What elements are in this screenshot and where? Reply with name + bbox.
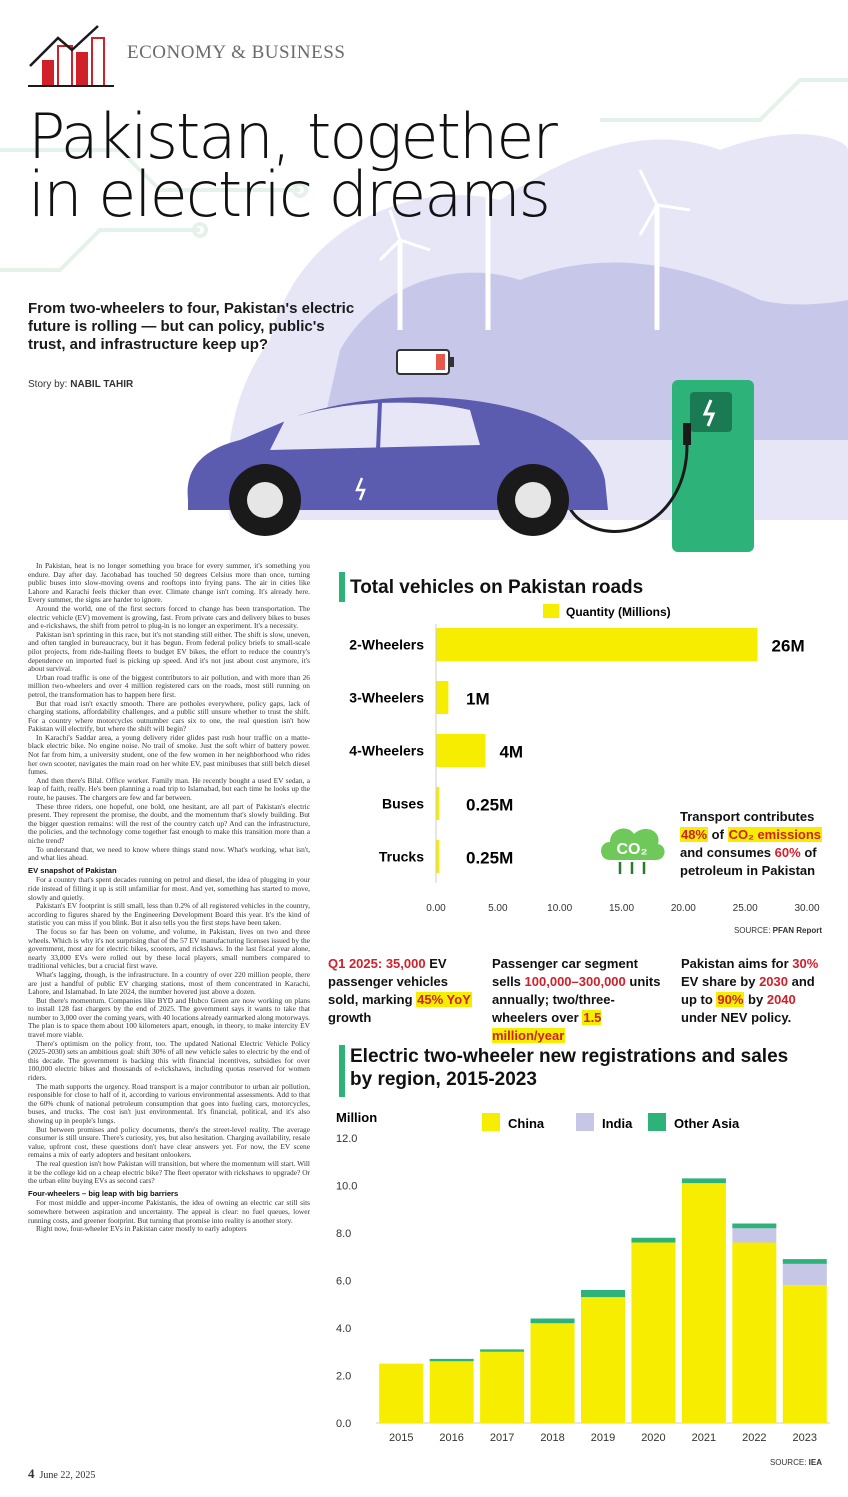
title-accent-bar — [339, 1045, 345, 1097]
bar-segment — [783, 1285, 827, 1423]
title-accent-bar — [339, 572, 345, 602]
bar-segment — [430, 1361, 474, 1423]
x-tick-label: 2023 — [792, 1432, 818, 1444]
standfirst: From two-wheelers to four, Pakistan's electric future is rolling — but can policy, public's trust, and infrastructure keep up? — [28, 300, 355, 353]
article-body — [28, 562, 310, 1234]
x-tick-label: 10.00 — [547, 903, 573, 914]
x-tick-label: 0.00 — [426, 903, 446, 914]
hero-illustration — [0, 0, 848, 560]
y-tick-label: 10.0 — [336, 1180, 358, 1193]
category-label: 4-Wheelers — [349, 742, 424, 759]
article-paragraph: The math supports the urgency. Road transport is a major contributor to urban air pollution, responsible for close to half of it, according to various environmental assessments. Add to that the 60% chunk of national petroleum consumption that goes into fueling cars, motorcycles, buses, and trucks. The cost isn't just environmental. It's financial, political, and it's also showing up in people's lungs. — [28, 1081, 310, 1125]
y-tick-label: 8.0 — [336, 1228, 352, 1240]
stat-q1-sales: Q1 2025: 35,000 EV passenger vehicles sold, marking 45% YoY growth — [328, 956, 471, 1025]
category-label: Buses — [381, 795, 424, 812]
category-label: 2-Wheelers — [349, 636, 424, 653]
stat-segment-sales: Passenger car segment sells 100,000–300,000 units annually; two/three-wheelers over 1.5 million/year — [492, 956, 661, 1043]
y-tick-label: 2.0 — [336, 1370, 352, 1383]
bar — [436, 734, 485, 767]
value-label: 4M — [499, 742, 524, 762]
x-tick-label: 30.00 — [794, 903, 820, 914]
issue-date: June 22, 2025 — [39, 1470, 96, 1481]
legend-label: China — [508, 1116, 545, 1131]
article-paragraph: Pakistan's EV footprint is still small, less than 0.2% of all registered vehicles in the country, according to figures shared by the Engineering Development Board this year. It's the kind of statistic you can miss if you blink. But it also tells you the first steps have been taken. — [28, 901, 310, 928]
bar-segment — [480, 1349, 524, 1351]
section-label: ECONOMY & BUSINESS — [127, 42, 346, 63]
x-tick-label: 2019 — [590, 1432, 616, 1444]
legend-label: India — [602, 1116, 633, 1131]
article-paragraph: There's optimism on the policy front, too. The updated National Electric Vehicle Policy (2025-2030) sets an ambitious goal: shift 30% of all new vehicle sales to electric by the end of this decade. The government is backing this with financial incentives, subsidies for over 100,000 electric bikes and thousands of e-rickshaws, including quotas reserved for women riders. — [28, 1038, 310, 1083]
chart2-source: SOURCE: IEA — [769, 1458, 822, 1467]
bar-segment — [581, 1297, 625, 1423]
article-paragraph: These three riders, one hopeful, one bold, one hesitant, are all part of Pakistan's electric present. They represent the promise, the doubt, and the momentum that's slowly building. But the bigger question remains: will the rest of the country catch up? And can the infrastructure, the policies, and the technology come together fast enough to make this transition more than a niche trend? — [28, 801, 310, 845]
bar-segment — [581, 1290, 625, 1297]
x-tick-label: 20.00 — [670, 903, 696, 914]
bar — [436, 628, 758, 661]
byline: Story by: NABIL TAHIR — [28, 379, 134, 390]
subheading: Four-wheelers – big leap with big barriers — [28, 1188, 179, 1198]
category-label: 3-Wheelers — [349, 689, 424, 706]
x-tick-label: 2016 — [439, 1432, 464, 1444]
x-tick-label: 25.00 — [732, 903, 758, 914]
x-tick-label: 2015 — [388, 1432, 414, 1444]
bar-segment — [531, 1319, 575, 1324]
value-label: 1M — [466, 689, 490, 709]
article-paragraph: To understand that, we need to know where things stand now. What's working, what isn't, and what lies ahead. — [28, 844, 310, 863]
bar-segment — [379, 1364, 423, 1423]
y-tick-label: 0.0 — [336, 1418, 352, 1430]
bar-segment — [631, 1243, 675, 1424]
x-tick-label: 2020 — [641, 1432, 666, 1444]
bar-segment — [783, 1259, 827, 1264]
article-paragraph: But that road isn't exactly smooth. There are potholes everywhere, policy gaps, lack of charging stations, affordability challenges, and a public still unsure whether to trust the shift. For a country where motorcycles outnumber cars six to one, the real question isn't how Pakistan will electrify, but where the shift will begin? — [28, 698, 310, 734]
article-paragraph: But there's momentum. Companies like BYD and Hubco Green are now working on plans to install 128 fast chargers by the end of 2025. The government says it wants to take that number to 3,000 over the coming years, with 40 locations already earmarked along motorways. The plan is to space them about 100 kilometers apart, enough, in theory, to make intercity EV travel more viable. — [28, 995, 310, 1040]
article-paragraph: For a country that's spent decades running on petrol and diesel, the idea of plugging in your ride instead of filling it up is still unfamiliar for most. And yet, something has started to move, slowly and quietly. — [28, 875, 310, 902]
article-paragraph: For most middle and upper-income Pakistanis, the idea of owning an electric car still sits somewhere between aspiration and uncertainty. The appeal is clear: no fuel queues, lower running costs, and greener footprint. But turning that promise into reality is another story. — [28, 1198, 310, 1225]
headline: Pakistan, together in electric dreams — [28, 100, 556, 231]
bar-segment — [480, 1352, 524, 1423]
bar-segment — [430, 1359, 474, 1361]
y-tick-label: 12.0 — [336, 1133, 358, 1145]
x-tick-label: 2021 — [691, 1432, 717, 1444]
article-paragraph: In Pakistan, heat is no longer something you brace for every summer, it's something you endure. Day after day. Jacobabad has touched 50 degrees Celsius more than once, turning public buses into slow-moving ovens and rooftops into frying pans. The air in cities like Lahore and Karachi feels thicker than ever. Climate change isn't coming. It's already here. Every summer, the signs are harder to ignore. — [28, 561, 310, 605]
value-label: 26M — [771, 636, 805, 656]
bar-segment — [631, 1238, 675, 1243]
article-paragraph: What's lagging, though, is the infrastructure. In a country of over 220 million people, there are just a handful of public EV charging stations, most of them concentrated in Karachi, Lahore, and Islamabad. In late 2024, the number hovered just above a dozen. — [28, 969, 310, 997]
article-paragraph: The focus so far has been on volume, and volume, in Pakistan, lives on two and three wheels. Which is why it's not surprising that of the 57 EV manufacturing licenses issued by the government, most are for electric bikes, scooters, and rickshaws. In the last fiscal year alone, nearly 33,000 EVs were rolled out by these local players, small numbers compared to traditional vehicles, but a crucial first wave. — [28, 926, 310, 971]
two-wheeler-stacked-chart — [330, 1105, 840, 1450]
y-tick-label: 4.0 — [336, 1323, 352, 1335]
bar-segment — [682, 1178, 726, 1183]
article-paragraph: Around the world, one of the first sectors forced to change has been transportation. The electric vehicle (EV) movement is growing, fast. From private cars and delivery bikes to buses and e-rickshaws, the shift from petrol to plug-in is no longer an experiment. It's a necessity. — [28, 603, 310, 631]
article-paragraph: But between promises and policy documents, there's the street-level reality. The average consumer is still unsure. There's curiosity, yes, but also hesitation. Charging availability, resale value, upfront cost, these questions don't have clear answers yet. For now, the EV scene remains a mix of early adopters and hesitant onlookers. — [28, 1124, 310, 1160]
bar-segment — [732, 1243, 776, 1424]
bar-segment — [732, 1228, 776, 1242]
chart2-title: Electric two-wheeler new registrations and sales by region, 2015-2023 — [350, 1046, 789, 1090]
x-tick-label: 2022 — [742, 1432, 767, 1444]
x-tick-label: 15.00 — [608, 903, 635, 914]
chart1-title: Total vehicles on Pakistan roads — [350, 577, 644, 598]
bar-segment — [783, 1264, 827, 1285]
subheading: EV snapshot of Pakistan — [28, 865, 117, 875]
section-logo — [28, 22, 114, 90]
stat-nev-target: Pakistan aims for 30% EV share by 2030 and up to 90% by 2040 under NEV policy. — [681, 956, 819, 1025]
chart1-source: SOURCE: PFAN Report — [733, 926, 822, 935]
page-footer — [28, 1466, 95, 1482]
article-paragraph: In Karachi's Saddar area, a young delivery rider glides past rush hour traffic on a matte-black electric bike. No engine noise. No trail of smoke. Just the soft whirr of battery power. Not far from him, a university student, one of the few women in her neighborhood who rides her own scooter, navigates the main road on her white EV, past minibuses that still belch diesel fumes. — [28, 732, 310, 777]
legend-swatch — [543, 604, 559, 618]
x-tick-label: 2017 — [489, 1432, 515, 1444]
bar-segment — [682, 1183, 726, 1423]
x-tick-label: 2018 — [540, 1432, 565, 1444]
x-tick-label: 5.00 — [488, 903, 508, 914]
author-name: NABIL TAHIR — [70, 379, 134, 390]
battery-icon — [397, 350, 454, 374]
article-paragraph: Right now, four-wheeler EVs in Pakistan cater mostly to early adopters — [36, 1224, 247, 1234]
y-tick-label: 6.0 — [336, 1275, 352, 1288]
co2-cloud-icon — [596, 820, 668, 878]
bar-segment — [732, 1224, 776, 1229]
legend-swatch — [576, 1113, 594, 1131]
co2-label: CO₂ — [616, 841, 648, 858]
legend-label: Quantity (Millions) — [566, 605, 671, 619]
value-label: 0.25M — [466, 795, 514, 815]
page-number: 4 — [28, 1466, 35, 1481]
legend-swatch — [482, 1113, 500, 1131]
bar-segment — [531, 1323, 575, 1423]
legend-swatch — [648, 1113, 666, 1131]
value-label: 0.25M — [466, 848, 514, 868]
article-paragraph: And then there's Bilal. Office worker. Family man. He recently bought a used EV sedan, a leap of faith, really. He's been planning a road trip to Islamabad, but each time he looks up the route, he pauses. The chargers are few and far between. — [28, 775, 310, 803]
bar — [436, 681, 448, 714]
y-axis-title: Million — [336, 1110, 378, 1125]
article-paragraph: The real question isn't how Pakistan will transition, but where the momentum will start. Will it be the college kid on a cheap electric bike? The fleet operator with rickshaws to upgrade? Or the urban elite buying EVs as second cars? — [28, 1158, 310, 1186]
legend-label: Other Asia — [674, 1116, 740, 1131]
category-label: Trucks — [378, 848, 424, 865]
co2-callout-text: Transport contributes 48% of CO₂ emissions and consumes 60% of petroleum in Pakistan — [680, 809, 822, 878]
article-paragraph: Urban road traffic is one of the biggest contributors to air pollution, and with more than 26 million two-wheelers and over 4 million registered cars on the roads, most still running on petrol, the transformation has to happen here first. — [28, 672, 310, 699]
article-paragraph: Pakistan isn't sprinting in this race, but it's not standing still either. The shift is slow, uneven, and often tangled in bureaucracy, but it has begun. From federal policy briefs to small-scale pilot projects, from ride-hailing fleets to budget EV bikes, the effort to reduce the country's dependence on imported fuel is picking up speed. And it's not just about cost anymore, it's about survival. — [28, 629, 310, 674]
